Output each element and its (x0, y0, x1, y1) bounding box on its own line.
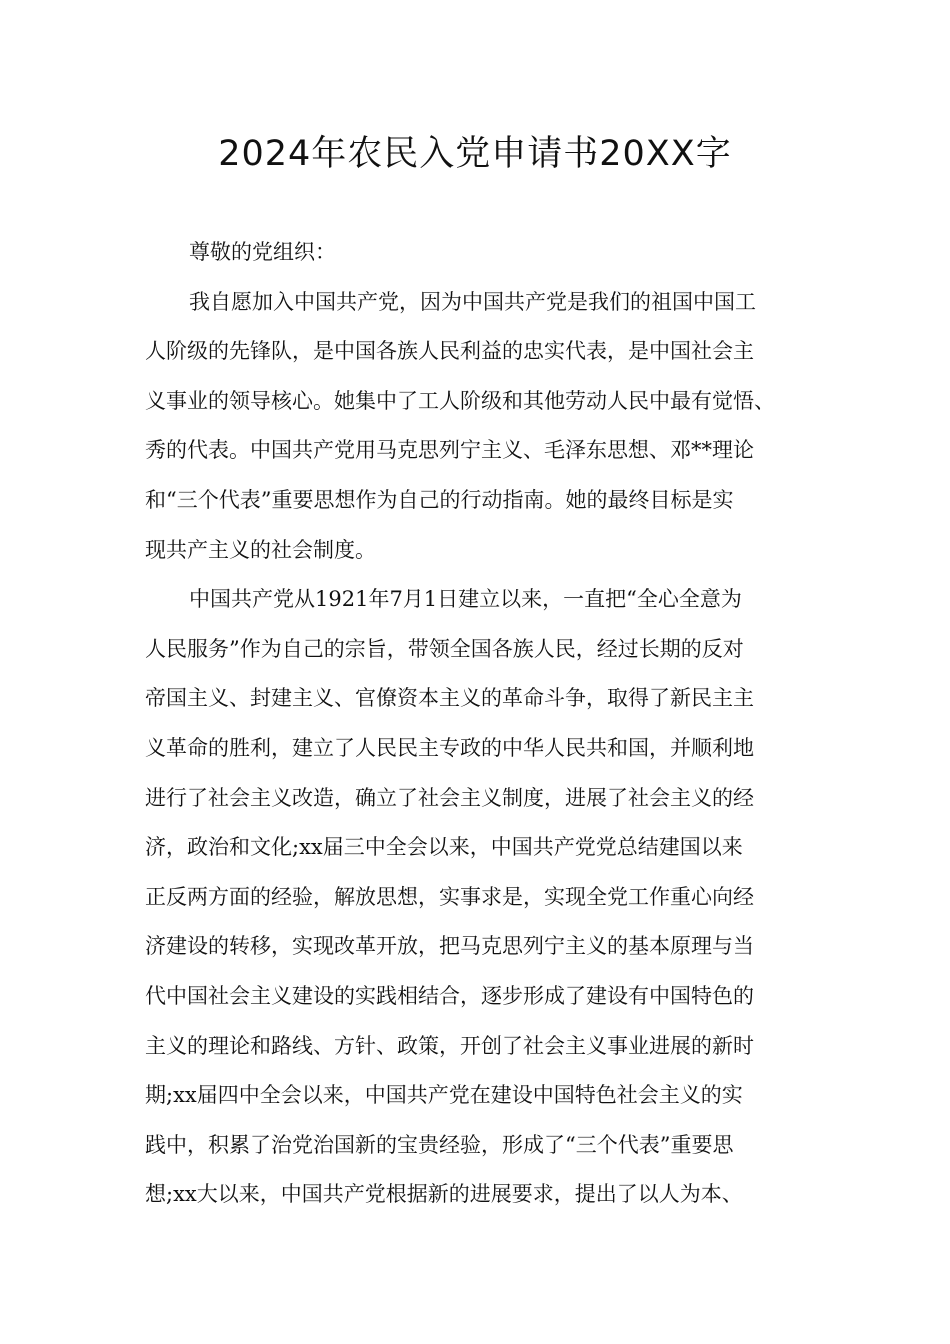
text-line: 义革命的胜利，建立了人民民主专政的中华人民共和国，并顺利地 (145, 735, 754, 760)
text-line: 和“三个代表”重要思想作为自己的行动指南。她的最终目标是实 (145, 487, 734, 512)
text-line: 济，政治和文化;xx届三中全会以来，中国共产党党总结建国以来 (145, 835, 743, 860)
text-line: 代中国社会主义建设的实践相结合，逐步形成了建设有中国特色的 (145, 983, 754, 1008)
text-line: 现共产主义的社会制度。 (145, 537, 376, 562)
text-line: 想;xx大以来，中国共产党根据新的进展要求，提出了以人为本、 (145, 1182, 743, 1207)
text-line: 我自愿加入中国共产党，因为中国共产党是我们的祖国中国工 (189, 289, 756, 314)
text-line: 践中，积累了治党治国新的宝贵经验，形成了“三个代表”重要思 (145, 1132, 734, 1157)
text-line: 尊敬的党组织： (189, 240, 336, 264)
text-line: 义事业的领导核心。她集中了工人阶级和其他劳动人民中最有觉悟、 (145, 388, 775, 413)
text-line: 帝国主义、封建主义、官僚资本主义的革命斗争，取得了新民主主 (145, 686, 754, 711)
document-body (145, 228, 810, 1220)
text-line: 主义的理论和路线、方针、政策，开创了社会主义事业进展的新时 (145, 1033, 754, 1058)
text-line: 秀的代表。中国共产党用马克思列宁主义、毛泽东思想、邓**理论 (145, 438, 754, 463)
document-title: 2024年农民入党申请书20XX字 (218, 134, 732, 174)
text-line: 进行了社会主义改造，确立了社会主义制度，进展了社会主义的经 (145, 785, 754, 810)
text-line: 中国共产党从1921年7月1日建立以来，一直把“全心全意为 (189, 587, 742, 612)
text-line: 期;xx届四中全会以来，中国共产党在建设中国特色社会主义的实 (145, 1083, 743, 1108)
text-line: 人阶级的先锋队，是中国各族人民利益的忠实代表，是中国社会主 (145, 339, 754, 364)
text-line: 人民服务”作为自己的宗旨，带领全国各族人民，经过长期的反对 (145, 636, 744, 661)
text-line: 济建设的转移，实现改革开放，把马克思列宁主义的基本原理与当 (145, 934, 754, 959)
text-line: 正反两方面的经验，解放思想，实事求是，实现全党工作重心向经 (145, 884, 754, 909)
